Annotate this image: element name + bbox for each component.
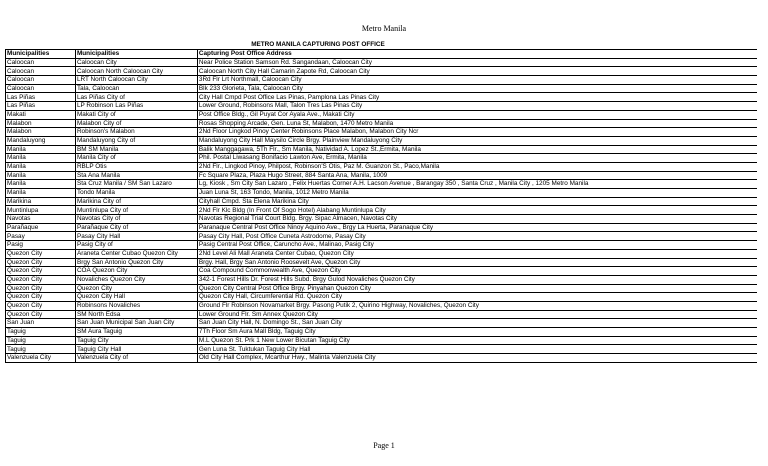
cell-municipality: San Juan [6,319,76,328]
table-row [6,206,758,215]
table-row [6,136,758,145]
page-header: Metro Manila [361,24,407,33]
cell-address: San Juan City Hall, N. Domingo St., San Juan City [197,319,757,328]
cell-municipality-detail: Brgy San Antonio Quezon City [75,258,197,267]
cell-municipality: Malabon [6,119,76,128]
cell-address: 2Nd Flr Klc Bldg (In Front Of Sogo Hotel) Alabang Muntinlupa City [197,206,757,215]
cell-address: 2Nd Floor Lingkod Pinoy Center Robinsons Place Malabon, Malabon City Ncr [197,128,757,137]
cell-municipality: Caloocan [6,67,76,76]
cell-municipality-detail: Araneta Center Cubao Quezon City [75,249,197,258]
cell-municipality: Taguig [6,328,76,337]
column-header-municipality: Municipalities [6,50,76,59]
cell-municipality-detail: Taguig City [75,336,197,345]
cell-municipality: Manila [6,145,76,154]
cell-municipality: Valenzuela City [6,354,76,363]
cell-municipality: Quezon City [6,310,76,319]
cell-address: City Hall Cmpd Post Office Las Pinas, Pamplona Las Pinas City [197,93,757,102]
table-row [6,171,758,180]
cell-municipality-detail: SM Aura Taguig [75,328,197,337]
cell-address: Fc Square Plaza, Plaza Hugo Street, 884 Santa Ana, Manila, 1009 [197,171,757,180]
cell-address: Pasig Central Post Office, Caruncho Ave., Malinao, Pasig City [197,241,757,250]
table-row [6,93,758,102]
cell-municipality-detail: Makati City of [75,110,197,119]
cell-address: Cityhall Cmpd. Sta Elena Marikina City [197,197,757,206]
cell-municipality-detail: SM North Edsa [75,310,197,319]
cell-municipality-detail: Taguig City Hall [75,345,197,354]
table-row [6,293,758,302]
cell-address: Old City Hall Complex, Mcarthur Hwy., Malinta Valenzuela City [197,354,757,363]
cell-municipality: Manila [6,162,76,171]
table-row [6,128,758,137]
cell-municipality: Quezon City [6,284,76,293]
cell-address: Pasay City Hall, Post Office Cuneta Astrodome, Pasay City [197,232,757,241]
cell-municipality-detail: Mandaluyong City of [75,136,197,145]
table-row [6,267,758,276]
cell-address: Lower Ground Flr. Sm Annex Quezon City [197,310,757,319]
cell-municipality: Marikina [6,197,76,206]
cell-municipality: Malabon [6,128,76,137]
cell-municipality-detail: Sta Ana Manila [75,171,197,180]
cell-municipality: Quezon City [6,275,76,284]
cell-municipality: Pasig [6,241,76,250]
cell-municipality-detail: Manila City of [75,154,197,163]
cell-municipality-detail: Tala, Caloocan [75,84,197,93]
table-row [6,215,758,224]
cell-municipality-detail: Marikina City of [75,197,197,206]
cell-municipality: Pasay [6,232,76,241]
table-row [6,284,758,293]
cell-address: Quezon City Central Post Office Brgy. Pinyahan Quezon City [197,284,757,293]
cell-municipality-detail: Tondo Manila [75,189,197,198]
cell-municipality-detail: Malabon City of [75,119,197,128]
cell-municipality-detail: Caloocan North Caloocan City [75,67,197,76]
cell-municipality: Manila [6,171,76,180]
cell-address: Caloocan North City Hall Camarin Zapote Rd, Caloocan City [197,67,757,76]
cell-municipality-detail: Las Piñas City of [75,93,197,102]
cell-address: 2Nd Level Ali Mall Araneta Center Cubao, Quezon City [197,249,757,258]
cell-municipality: Las Piñas [6,93,76,102]
table-row [6,180,758,189]
table-row [6,102,758,111]
cell-address: 3Rd Flr Lrt Northmall, Caloocan City [197,76,757,85]
cell-municipality: Mandaluyong [6,136,76,145]
cell-municipality: Quezon City [6,267,76,276]
cell-address: Near Police Station Samson Rd. Sangandaan, Caloocan City [197,58,757,67]
cell-municipality: Taguig [6,345,76,354]
table-title: METRO MANILA CAPTURING POST OFFICE [251,41,385,48]
cell-address: Rosas Shopping Arcade, Gen. Luna St, Malabon, 1470 Metro Manila [197,119,757,128]
cell-municipality-detail: Parañaque City of [75,223,197,232]
table-row [6,336,758,345]
cell-municipality-detail: Navotas City of [75,215,197,224]
cell-municipality-detail: RBLP Otis [75,162,197,171]
table-row [6,249,758,258]
cell-municipality-detail: Valenzuela City of [75,354,197,363]
cell-municipality: Caloocan [6,84,76,93]
table-row [6,232,758,241]
table-row [6,223,758,232]
cell-address: Coa Compound Commonwealth Ave, Quezon City [197,267,757,276]
cell-municipality-detail: Quezon City [75,284,197,293]
cell-municipality: Quezon City [6,293,76,302]
cell-municipality-detail: Muntinlupa City of [75,206,197,215]
cell-municipality-detail: LRT North Caloocan City [75,76,197,85]
table-row [6,162,758,171]
cell-municipality-detail: COA Quezon City [75,267,197,276]
cell-municipality: Caloocan [6,76,76,85]
table-row [6,275,758,284]
cell-municipality-detail: Robinsons Novaliches [75,301,197,310]
table-row [6,110,758,119]
cell-address: Ground Flr Robinson Novamarket Brgy. Pasong Putik 2, Quirino Highway, Novaliches, Quezon City [197,301,757,310]
cell-address: Juan Luna St, 163 Tondo, Manila, 1012 Metro Manila [197,189,757,198]
cell-address: Navotas Regional Trial Court Bldg. Brgy. Sipac Almacen, Navotas City [197,215,757,224]
cell-municipality: Parañaque [6,223,76,232]
table-row [6,58,758,67]
cell-municipality: Quezon City [6,249,76,258]
cell-municipality: Quezon City [6,301,76,310]
cell-address: Lg, Kiosk , Sm City San Lazaro , Felix Huertas Corner A.H. Lacson Avenue , Barangay 350 , Santa Cruz , Manila City , 1205 Metro Manila [197,180,757,189]
cell-address: Balik Manggagawa, 5Th Flr., Sm Manila, Natividad A. Lopez St.,Ermita, Manila [197,145,757,154]
table-row [6,145,758,154]
table-row [6,76,758,85]
cell-municipality: Caloocan [6,58,76,67]
table-row [6,119,758,128]
table-row [6,354,758,363]
cell-municipality-detail: Novaliches Quezon City [75,275,197,284]
cell-municipality: Manila [6,154,76,163]
cell-municipality: Quezon City [6,258,76,267]
cell-address: Quezon City Hall, Circumferential Rd. Quezon City [197,293,757,302]
cell-municipality-detail: San Juan Municipal San Juan City [75,319,197,328]
cell-municipality-detail: Pasig City of [75,241,197,250]
cell-municipality-detail: Sta Cruz Manila / SM San Lazaro [75,180,197,189]
cell-municipality-detail: Robinson's Malabon [75,128,197,137]
cell-municipality-detail: Pasay City Hall [75,232,197,241]
cell-municipality-detail: BM SM Manila [75,145,197,154]
cell-address: Lower Ground, Robinsons Mall, Talon Tres Las Pinas City [197,102,757,111]
post-office-table [5,49,757,363]
cell-municipality: Taguig [6,336,76,345]
column-header-address: Capturing Post Office Address [197,50,757,59]
cell-municipality: Navotas [6,215,76,224]
cell-municipality: Manila [6,180,76,189]
cell-municipality: Muntinlupa [6,206,76,215]
cell-address: M.L Quezon St. Prk 1 New Lower Bicutan Taguig City [197,336,757,345]
table-row [6,189,758,198]
cell-address: 7Th Floor Sm Aura Mall Bldg, Taguig City [197,328,757,337]
table-body [6,50,758,363]
cell-municipality: Makati [6,110,76,119]
table-row [6,241,758,250]
cell-address: 342-1 Forest Hills Dr. Forest Hills Subd. Brgy Gulod Novaliches Quezon City [197,275,757,284]
table-row [6,328,758,337]
cell-address: 2Nd Flr., Lingkod Pinoy, Philpost, Robinson'S Otis, Paz M. Guanzon St., Paco,Manila [197,162,757,171]
table-row [6,319,758,328]
column-header-municipality-detail: Municipalities [75,50,197,59]
table-row [6,154,758,163]
table-header-row [6,50,758,59]
table-row [6,67,758,76]
cell-address: Blk 233 Glorieta, Tala, Caloocan City [197,84,757,93]
cell-address: Mandaluyong City Hall Maysilo Circle Brgy. Plainview Mandaluyong City [197,136,757,145]
cell-municipality: Las Piñas [6,102,76,111]
cell-municipality: Manila [6,189,76,198]
cell-municipality-detail: LP Robinson Las Piñas [75,102,197,111]
cell-municipality-detail: Caloocan City [75,58,197,67]
cell-address: Phil. Postal Liwasang Bonifacio Lawton Ave, Ermita, Manila [197,154,757,163]
cell-address: Gen Luna St. Tuktukan Taguig City Hall [197,345,757,354]
table-row [6,310,758,319]
table-row [6,301,758,310]
cell-address: Paranaque Central Post Office Ninoy Aquino Ave., Brgy La Huerta, Paranaque City [197,223,757,232]
table-row [6,345,758,354]
cell-address: Post Office Bldg., Gil Puyat Cor Ayala Ave., Makati City [197,110,757,119]
table-row [6,258,758,267]
cell-address: Brgy. Hall, Brgy San Antonio Roosevelt Ave, Quezon City [197,258,757,267]
table-row [6,197,758,206]
table-row [6,84,758,93]
cell-municipality-detail: Quezon City Hall [75,293,197,302]
page-footer: Page 1 [373,441,395,450]
